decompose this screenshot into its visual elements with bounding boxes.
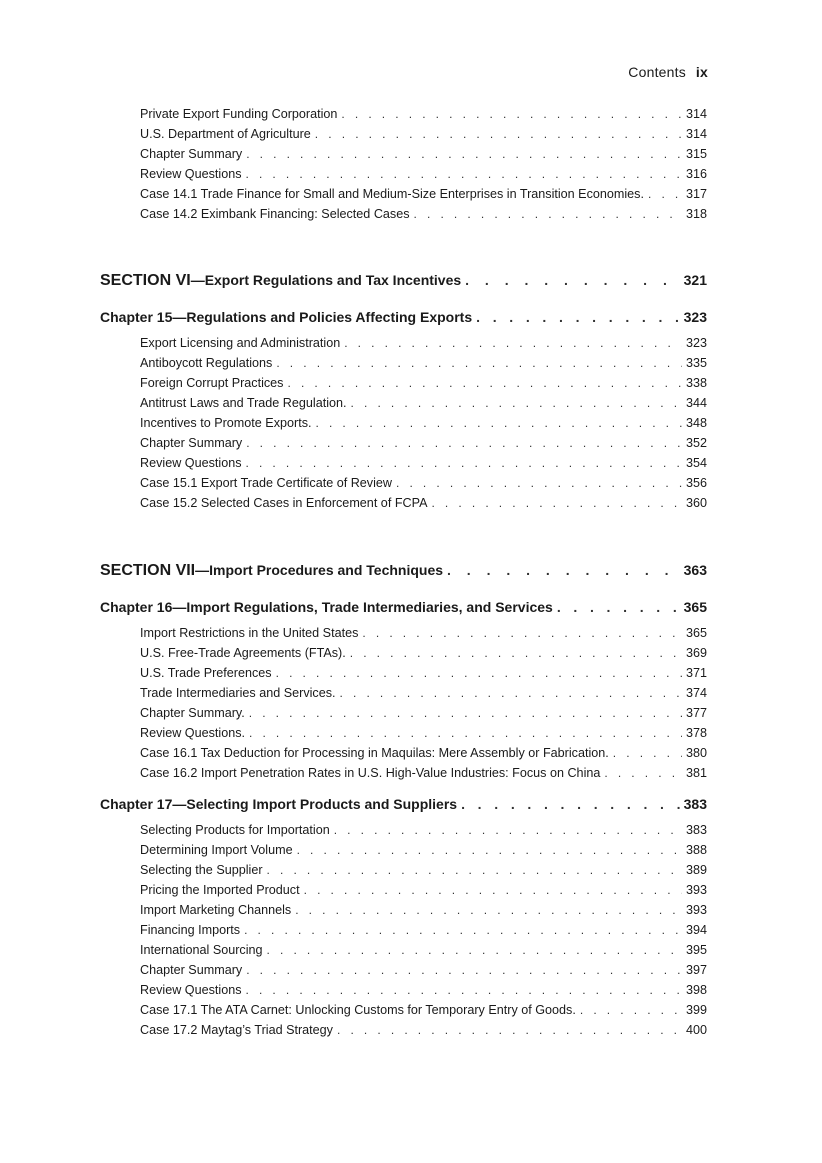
toc-entry-page: 400	[685, 1023, 707, 1037]
toc-entry-title: U.S. Free-Trade Agreements (FTAs).	[140, 646, 346, 660]
toc-entry-title: U.S. Department of Agriculture	[140, 127, 311, 141]
toc-entry-page: 394	[685, 923, 707, 937]
toc-entry[interactable]	[140, 900, 707, 920]
section-label: SECTION VI	[100, 272, 191, 289]
toc-entry-page: 383	[685, 823, 707, 837]
toc-entry-title: Case 14.1 Trade Finance for Small and Medium-Size Enterprises in Transition Economies.	[140, 187, 644, 201]
toc-entry[interactable]	[140, 493, 707, 513]
toc-entry-title: International Sourcing	[140, 943, 263, 957]
toc-entry[interactable]	[140, 860, 707, 880]
toc-entry-title: Case 16.2 Import Penetration Rates in U.S. High-Value Industries: Focus on China	[140, 766, 601, 780]
toc-entry[interactable]	[140, 880, 707, 900]
dot-leader	[249, 703, 682, 723]
toc-entry-title: Determining Import Volume	[140, 843, 293, 857]
toc-entry-title: Case 14.2 Eximbank Financing: Selected Cases	[140, 207, 410, 221]
dot-leader	[465, 268, 679, 292]
toc-entry-page: 380	[685, 746, 707, 760]
dot-leader	[344, 333, 682, 353]
toc-entry-title: U.S. Trade Preferences	[140, 666, 272, 680]
dot-leader	[350, 643, 682, 663]
toc-entry[interactable]	[140, 820, 707, 840]
toc-entry-page: 315	[685, 147, 707, 161]
toc-entry[interactable]	[140, 703, 707, 723]
toc-entry-title: Chapter Summary	[140, 147, 243, 161]
toc-entry-page: 371	[685, 666, 707, 680]
toc-entry[interactable]	[140, 763, 707, 783]
toc-entry-title: Case 17.1 The ATA Carnet: Unlocking Customs for Temporary Entry of Goods.	[140, 1003, 576, 1017]
dot-leader	[648, 184, 682, 204]
toc-entry[interactable]	[140, 353, 707, 373]
toc-entry[interactable]	[140, 1000, 707, 1020]
dot-leader	[613, 743, 682, 763]
toc-entry-title: Review Questions.	[140, 726, 245, 740]
toc-entry-title: Case 16.1 Tax Deduction for Processing in Maquilas: Mere Assembly or Fabrication.	[140, 746, 609, 760]
toc-entry[interactable]	[140, 164, 707, 184]
dot-leader	[276, 353, 682, 373]
toc-entry-page: 314	[685, 107, 707, 121]
toc-entry-title: Import Restrictions in the United States	[140, 626, 359, 640]
toc-entry-page: 399	[685, 1003, 707, 1017]
section-label: SECTION VII	[100, 562, 196, 579]
dot-leader	[396, 473, 682, 493]
dot-leader	[246, 960, 682, 980]
toc-entry-page: 388	[685, 843, 707, 857]
dot-leader	[246, 144, 682, 164]
dot-leader	[297, 840, 682, 860]
toc-entry[interactable]	[140, 453, 707, 473]
toc-entry-page: 354	[685, 456, 707, 470]
toc-section-title	[100, 268, 461, 293]
toc-entry[interactable]	[140, 433, 707, 453]
dot-leader	[246, 453, 682, 473]
toc-entry-page: 352	[685, 436, 707, 450]
dot-leader	[246, 164, 682, 184]
toc-section-heading[interactable]	[100, 558, 707, 582]
toc-entry-page: 314	[685, 127, 707, 141]
toc-chapter-heading[interactable]	[100, 596, 707, 618]
dot-leader	[447, 558, 680, 582]
toc-entry-title: Chapter Summary.	[140, 706, 245, 720]
dot-leader	[476, 306, 680, 328]
toc-entry-title: Case 17.2 Maytag’s Triad Strategy	[140, 1023, 333, 1037]
toc-entry[interactable]	[140, 743, 707, 763]
toc-entry-page: 393	[685, 883, 707, 897]
toc-chapter-page: 323	[683, 309, 707, 325]
dot-leader	[267, 940, 682, 960]
toc-entry[interactable]	[140, 413, 707, 433]
toc-entry-title: Review Questions	[140, 983, 242, 997]
running-head	[628, 64, 708, 80]
dot-leader	[316, 413, 682, 433]
dot-leader	[351, 393, 682, 413]
toc-section-page: 321	[683, 272, 707, 288]
dot-leader	[295, 900, 682, 920]
toc-entry[interactable]	[140, 940, 707, 960]
toc-entry-title: Financing Imports	[140, 923, 241, 937]
toc-entry-title: Case 15.2 Selected Cases in Enforcement of FCPA	[140, 496, 428, 510]
dot-leader	[340, 683, 682, 703]
toc-entry[interactable]	[140, 840, 707, 860]
toc-section-page: 363	[683, 562, 707, 578]
toc-entry[interactable]	[140, 473, 707, 493]
toc-entry[interactable]	[140, 980, 707, 1000]
running-head-label: Contents	[628, 64, 686, 80]
toc-entry-title: Import Marketing Channels	[140, 903, 292, 917]
dot-leader	[431, 493, 682, 513]
toc-entry-page: 356	[685, 476, 707, 490]
toc-entry[interactable]	[140, 124, 707, 144]
toc-entry[interactable]	[140, 723, 707, 743]
toc-entry-title: Selecting the Supplier	[140, 863, 263, 877]
toc-entry-page: 348	[685, 416, 707, 430]
toc-entry-page: 344	[685, 396, 707, 410]
toc-chapter-heading[interactable]	[100, 793, 707, 815]
toc-entry-page: 360	[685, 496, 707, 510]
toc-entry-title: Selecting Products for Importation	[140, 823, 330, 837]
dot-leader	[337, 1020, 682, 1040]
toc-entry-page: 397	[685, 963, 707, 977]
toc-entry-page: 381	[685, 766, 707, 780]
toc-entry-page: 389	[685, 863, 707, 877]
toc-entry-page: 369	[685, 646, 707, 660]
page-number: ix	[695, 64, 708, 80]
dot-leader	[287, 373, 682, 393]
toc-entry[interactable]	[140, 393, 707, 413]
toc-entry[interactable]	[140, 960, 707, 980]
toc-entry-page: 395	[685, 943, 707, 957]
dot-leader	[246, 433, 682, 453]
toc-entry-title: Private Export Funding Corporation	[140, 107, 338, 121]
toc-entry-title: Antitrust Laws and Trade Regulation.	[140, 396, 347, 410]
toc-entry-page: 318	[685, 207, 707, 221]
toc-entry-page: 323	[685, 336, 707, 350]
section-name: —Export Regulations and Tax Incentives	[190, 272, 462, 288]
toc-chapter-heading[interactable]	[100, 306, 707, 328]
toc-entry[interactable]	[140, 920, 707, 940]
toc-entry-title: Foreign Corrupt Practices	[140, 376, 284, 390]
toc-entry-page: 317	[685, 187, 707, 201]
toc-entry-title: Export Licensing and Administration	[140, 336, 341, 350]
dot-leader	[557, 596, 680, 618]
toc-entry[interactable]	[140, 184, 707, 204]
toc-entry-title: Pricing the Imported Product	[140, 883, 300, 897]
dot-leader	[304, 880, 682, 900]
toc-entry-page: 393	[685, 903, 707, 917]
toc-entry[interactable]	[140, 373, 707, 393]
dot-leader	[246, 980, 682, 1000]
toc-entry-page: 377	[685, 706, 707, 720]
toc-entry-title: Case 15.1 Export Trade Certificate of Review	[140, 476, 392, 490]
toc-entry-page: 398	[685, 983, 707, 997]
dot-leader	[604, 763, 682, 783]
section-name: —Import Procedures and Techniques	[195, 562, 444, 578]
dot-leader	[334, 820, 682, 840]
dot-leader	[315, 124, 682, 144]
toc-entry[interactable]	[140, 663, 707, 683]
toc-entry-page: 365	[685, 626, 707, 640]
toc-entry-title: Chapter Summary	[140, 963, 243, 977]
toc-entry-page: 335	[685, 356, 707, 370]
toc-chapter-page: 383	[683, 796, 707, 812]
toc-entry[interactable]	[140, 204, 707, 224]
toc-entry-title: Trade Intermediaries and Services.	[140, 686, 336, 700]
dot-leader	[414, 204, 682, 224]
toc-entry-page: 316	[685, 167, 707, 181]
dot-leader	[249, 723, 682, 743]
toc-entry-title: Antiboycott Regulations	[140, 356, 273, 370]
toc-entry[interactable]	[140, 333, 707, 353]
toc-entry[interactable]	[140, 683, 707, 703]
toc-chapter-page: 365	[683, 599, 707, 615]
toc-chapter-title: Chapter 15—Regulations and Policies Affecting Exports	[100, 309, 473, 325]
dot-leader	[276, 663, 682, 683]
toc-entry-title: Chapter Summary	[140, 436, 243, 450]
toc-section-heading[interactable]	[100, 268, 707, 292]
dot-leader	[580, 1000, 682, 1020]
dot-leader	[267, 860, 682, 880]
dot-leader	[461, 793, 680, 815]
toc-entry[interactable]	[140, 1020, 707, 1040]
dot-leader	[244, 920, 682, 940]
toc-entry-page: 374	[685, 686, 707, 700]
toc-entry-title: Review Questions	[140, 167, 242, 181]
toc-chapter-title: Chapter 16—Import Regulations, Trade Intermediaries, and Services	[100, 599, 553, 615]
toc-entry-title: Incentives to Promote Exports.	[140, 416, 312, 430]
toc-entry-page: 378	[685, 726, 707, 740]
toc-chapter-title: Chapter 17—Selecting Import Products and Suppliers	[100, 796, 458, 812]
toc-entry[interactable]	[140, 104, 707, 124]
toc-entry[interactable]	[140, 623, 707, 643]
dot-leader	[362, 623, 682, 643]
dot-leader	[341, 104, 682, 124]
toc-entry[interactable]	[140, 144, 707, 164]
toc-entry[interactable]	[140, 643, 707, 663]
toc-entry-title: Review Questions	[140, 456, 242, 470]
toc-entry-page: 338	[685, 376, 707, 390]
toc-section-title	[100, 558, 443, 583]
